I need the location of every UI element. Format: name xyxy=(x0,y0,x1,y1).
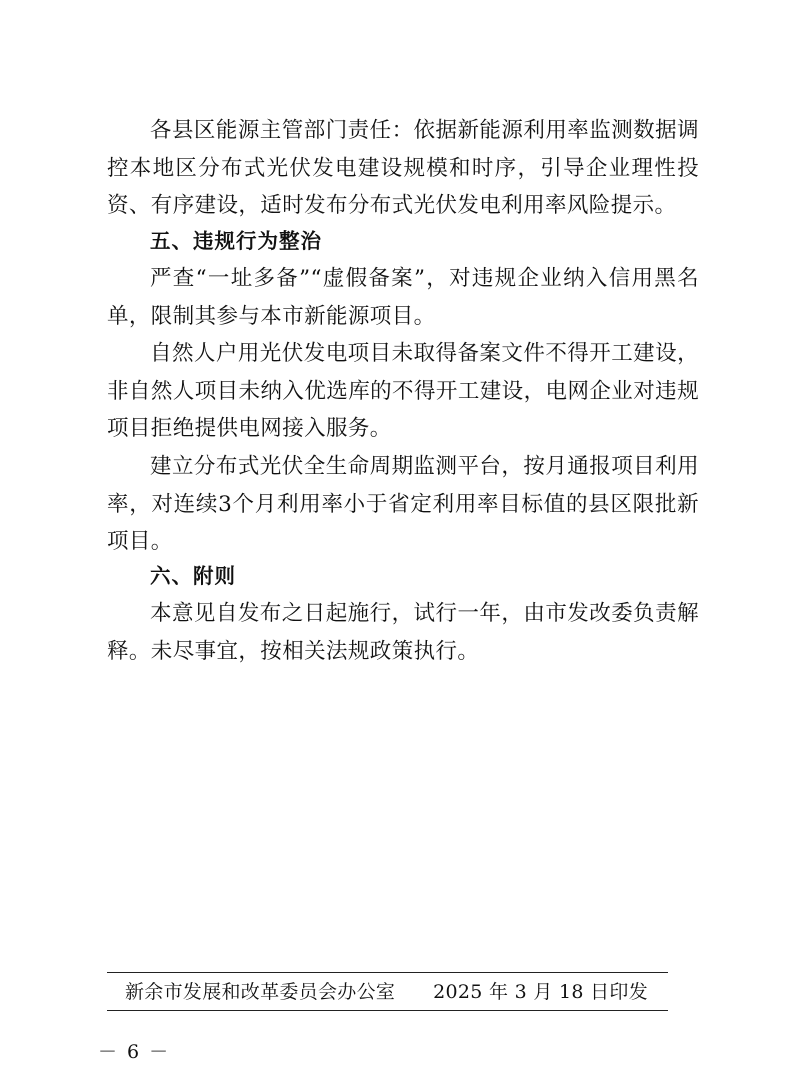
paragraph-monitoring-platform: 建立分布式光伏全生命周期监测平台，按月通报项目利用率，对连续3个月利用率小于省定利用率目标值的县区限批新项目。 xyxy=(107,454,699,554)
footer-print-date: 2025 年 3 月 18 日印发 xyxy=(433,981,648,1003)
footer-issuer: 新余市发展和改革委员会办公室 xyxy=(125,981,396,1003)
heading-violation-rectification: 五、违规行为整治 xyxy=(150,229,322,253)
paragraph-blacklist: 严查“一址多备”“虚假备案”，对违规企业纳入信用黑名单，限制其参与本市新能源项目。 xyxy=(107,266,699,329)
page-number: － 6 － xyxy=(98,1041,171,1063)
footer-divider-top xyxy=(107,972,668,973)
paragraph-construction-rules: 自然人户用光伏发电项目未取得备案文件不得开工建设，非自然人项目未纳入优选库的不得开工建设，电网企业对违规项目拒绝提供电网接入服务。 xyxy=(107,341,699,441)
footer-divider-bottom xyxy=(107,1010,668,1011)
paragraph-county-responsibility: 各县区能源主管部门责任：依据新能源利用率监测数据调控本地区分布式光伏发电建设规模和时序，引导企业理性投资、有序建设，适时发布分布式光伏发电利用率风险提示。 xyxy=(107,118,699,218)
paragraph-effective-date: 本意见自发布之日起施行，试行一年，由市发改委负责解释。未尽事宜，按相关法规政策执行。 xyxy=(107,601,699,664)
heading-supplementary-provisions: 六、附则 xyxy=(150,564,236,588)
